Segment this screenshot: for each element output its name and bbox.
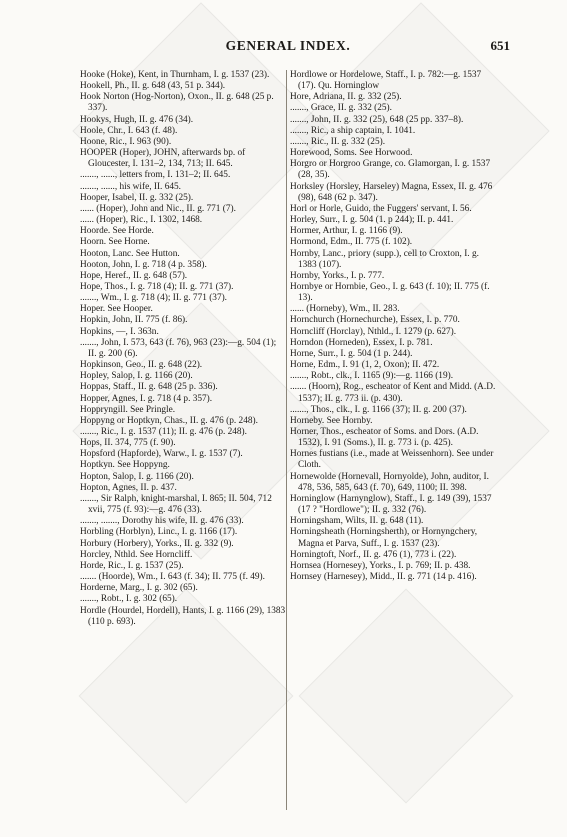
index-entry: HOOPER (Hoper), JOHN, afterwards bp. of Gloucester, I. 131–2, 134, 713; II. 645. — [80, 148, 246, 170]
index-entry: Hook Norton (Hog-Norton), Oxon., II. g. 648 (25 p. 337). — [80, 92, 274, 114]
index-entry: Hoorn. See Horne. — [80, 237, 150, 248]
index-entry: ......., Ric., I. g. 1537 (11); II. g. 476 (p. 248). — [80, 427, 247, 437]
watermark-diamond-shape — [299, 589, 514, 804]
index-entry: Horderne, Marg., I. g. 302 (65). — [80, 583, 198, 594]
index-entry: Hornsey (Harnesey), Midd., II. g. 771 (14 p. 416). — [290, 572, 477, 583]
column-divider — [286, 70, 287, 810]
index-entry: ......., ......, letters from, I. 131–2; II. 645. — [80, 170, 231, 181]
index-entry: Horningsheath (Horningsherth), or Hornyngchery, Magna et Parva, Suff., I. g. 1537 (23). — [290, 527, 478, 549]
index-entry: Hornchurch (Hornechurche), Essex, I. p. 770. — [290, 315, 460, 326]
index-entry: Hoptkyn. See Hoppyng. — [80, 460, 170, 471]
index-column-right — [290, 70, 497, 583]
index-entry: Horndon (Horneden), Essex, I. p. 781. — [290, 337, 433, 348]
page-title: GENERAL INDEX. — [225, 38, 351, 53]
index-entry: Horl or Horle, Guido, the Fuggers' servant, I. 56. — [290, 203, 472, 214]
index-entry: Hooton, John, I. g. 718 (4 p. 358). — [80, 259, 207, 270]
index-entry: Hornewolde (Hornevall, Hornyolde), John, auditor, I. 478, 536, 585, 643 (f. 70), 649, 1100; II. 398. — [290, 471, 489, 493]
index-entry: Hornby, Lanc., priory (supp.), cell to Croxton, I. g. 1383 (107). — [290, 248, 479, 270]
index-entry: Horncliff (Horclay), Nthld., I. 1279 (p. 627). — [290, 326, 457, 337]
index-entry: ...... (Horneby), Wm., II. 283. — [290, 304, 400, 315]
index-entry: Hormond, Edm., II. 775 (f. 102). — [290, 237, 413, 248]
index-entry: ......., Grace, II. g. 332 (25). — [290, 103, 392, 114]
index-entry: Hopley, Salop, I. g. 1166 (20). — [80, 371, 193, 382]
index-entry: Hordle (Hourdel, Hordell), Hants, I. g. 1166 (29), 1383 (110 p. 693). — [80, 605, 286, 627]
index-entry: Hornby, Yorks., I. p. 777. — [290, 270, 385, 281]
index-entry: ...... (Hoper), John and Nic., II. g. 771 (7). — [80, 203, 236, 214]
index-entry: Horne, Surr., I. g. 504 (1 p. 244). — [290, 348, 413, 359]
index-entry: Hope, Thos., I. g. 718 (4); II. g. 771 (37). — [80, 281, 234, 292]
index-entry: Horningsham, Wilts, II. g. 648 (11). — [290, 516, 424, 527]
index-entry: ......., John, I. 573, 643 (f. 76), 963 (23):—g. 504 (1); II. g. 200 (6). — [80, 337, 277, 359]
index-entry: Horgro or Horgroo Grange, co. Glamorgan, I. g. 1537 (28, 35). — [290, 159, 491, 181]
index-entry: Horningtoft, Norf., II. g. 476 (1), 773 i. (22). — [290, 549, 457, 560]
index-entry: ....... (Hoorn), Rog., escheator of Kent and Midd. (A.D. 1537); II. g. 773 ii. (p. 430). — [290, 382, 496, 404]
index-entry: ......., Ric., a ship captain, I. 1041. — [290, 125, 416, 136]
index-entry: Horcley, Nthld. See Horncliff. — [80, 549, 193, 560]
index-entry: ......., John, II. g. 332 (25), 648 (25 pp. 337–8). — [290, 114, 464, 125]
index-entry: ......., ......, his wife, II. 645. — [80, 181, 181, 192]
index-entry: ......., ......., Dorothy his wife, II. g. 476 (33). — [80, 516, 244, 527]
index-entry: Horksley (Horsley, Harseley) Magna, Essex, II. g. 476 (98), 648 (62 p. 347). — [290, 181, 493, 203]
index-entry: Hopkins, —, I. 363n. — [80, 326, 159, 337]
index-entry: Horne, Edm., I. 91 (1, 2, Oxon); II. 472. — [290, 360, 440, 371]
index-entry: Hopsford (Hapforde), Warw., I. g. 1537 (7). — [80, 449, 243, 460]
page-header — [78, 38, 510, 58]
index-entry: Hopkinson, Geo., II. g. 648 (22). — [80, 360, 203, 371]
index-entry: Hopton, Agnes, II. p. 437. — [80, 482, 177, 493]
index-entry: ......., Robt., I. g. 302 (65). — [80, 594, 178, 605]
index-entry: Hoppas, Staff., II. g. 648 (25 p. 336). — [80, 382, 218, 393]
index-entry: Horner, Thos., escheator of Soms. and Dors. (A.D. 1532), I. 91 (Soms.), II. g. 773 i. (p. 425). — [290, 427, 479, 449]
index-entry: Hooke (Hoke), Kent, in Thurnham, I. g. 1537 (23). — [80, 70, 270, 80]
index-entry: Hoorde. See Horde. — [80, 226, 154, 237]
index-entry: Horde, Ric., I. g. 1537 (25). — [80, 560, 184, 571]
index-entry: Hoppryngill. See Pringle. — [80, 404, 176, 415]
index-entry: Hopper, Agnes, I. g. 718 (4 p. 357). — [80, 393, 213, 404]
index-entry: Hookys, Hugh, II. g. 476 (34). — [80, 114, 194, 125]
index-entry: Hornsea (Hornesey), Yorks., I. p. 769; II. p. 438. — [290, 560, 471, 571]
index-entry: Hooper, Isabel, II. g. 332 (25). — [80, 192, 194, 203]
index-entry: Hornes fustians (i.e., made at Weissenhorn). See under Cloth. — [290, 449, 494, 471]
index-column-left — [80, 70, 287, 628]
index-entry: Hoone, Ric., I. 963 (90). — [80, 136, 172, 147]
index-entry: ......., Ric., II. g. 332 (25). — [290, 136, 386, 147]
index-entry: Hornbye or Hornbie, Geo., I. g. 643 (f. 10); II. 775 (f. 13). — [290, 281, 490, 304]
index-entry: ......., Wm., I. g. 718 (4); II. g. 771 (37). — [80, 293, 228, 304]
index-entry: Horbling (Horblyn), Linc., I. g. 1166 (17). — [80, 527, 238, 538]
index-entry: Hookell, Ph., II. g. 648 (43, 51 p. 344). — [80, 81, 226, 92]
index-entry: Horbury (Horbery), Yorks., II. g. 332 (9). — [80, 538, 234, 549]
index-entry: Hope, Heref., II. g. 648 (57). — [80, 270, 188, 281]
index-entry: Hore, Adriana, II. g. 332 (25). — [290, 92, 402, 103]
index-entry: ......., Thos., clk., I. g. 1166 (37); II. g. 200 (37). — [290, 404, 467, 415]
index-entry: ....... (Hoorde), Wm., I. 643 (f. 34); II. 775 (f. 49). — [80, 572, 265, 583]
index-entry: Hordlowe or Hordelowe, Staff., I. p. 782:—g. 1537 (17). Qu. Horninglow — [290, 70, 482, 92]
index-entry: ...... (Hoper), Ric., I. 1302, 1468. — [80, 215, 203, 226]
index-entry: Hopkin, John, II. 775 (f. 86). — [80, 315, 188, 326]
index-entry: Horninglow (Harnynglow), Staff., I. g. 149 (39), 1537 (17 ? "Hordlowe"); II. g. 332 (76). — [290, 493, 492, 516]
index-entry: Horneby. See Hornby. — [290, 415, 373, 426]
index-entry: ......., Sir Ralph, knight-marshal, I. 865; II. 504, 712 xvii, 775 (f. 93):—g. 476 (33). — [80, 493, 272, 516]
index-entry: Hopton, Salop, I. g. 1166 (20). — [80, 471, 194, 482]
index-entry: Hops, II. 374, 775 (f. 90). — [80, 438, 176, 449]
index-entry: ......., Robt., clk., I. 1165 (9):—g. 1166 (19). — [290, 371, 454, 382]
index-entry: Hoper. See Hooper. — [80, 304, 153, 315]
index-entry: Hoppyng or Hoptkyn, Chas., II. g. 476 (p. 248). — [80, 415, 258, 426]
index-entry: Horley, Surr., I. g. 504 (1. p 244); II. p. 441. — [290, 215, 454, 226]
index-entry: Hormer, Arthur, I. g. 1166 (9). — [290, 226, 403, 237]
index-entry: Hooton, Lanc. See Hutton. — [80, 248, 180, 259]
page-number: 651 — [490, 38, 510, 53]
index-entry: Horewood, Soms. See Horwood. — [290, 148, 413, 159]
index-entry: Hoole, Chr., I. 643 (f. 48). — [80, 125, 178, 136]
